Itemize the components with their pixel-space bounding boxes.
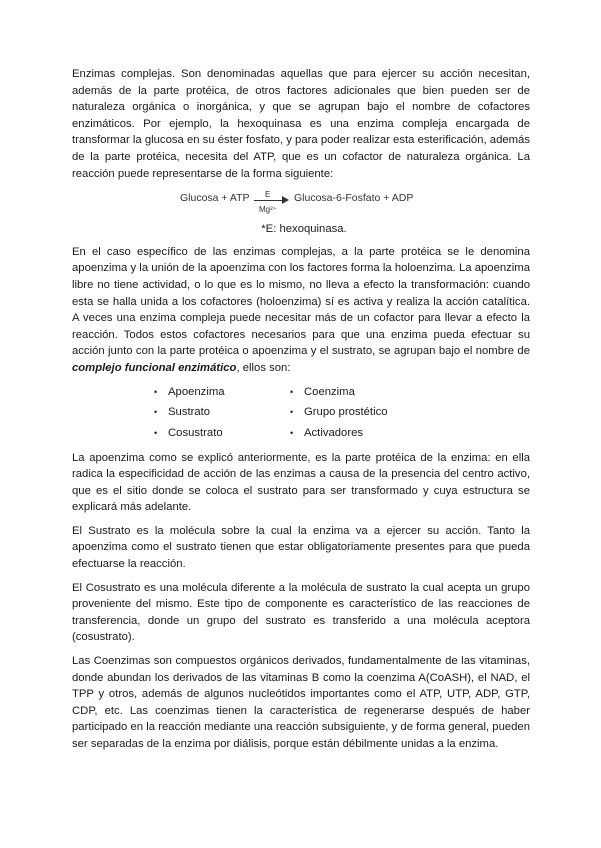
list-item-label: Coenzima xyxy=(304,385,355,398)
complejo-funcional-term: complejo funcional enzimático xyxy=(72,361,237,374)
list-item xyxy=(290,384,388,405)
equation-reactants: Glucosa + ATP xyxy=(180,192,250,205)
paragraph-apoenzima: La apoenzima como se explicó anteriormente, es la parte protéica de la enzima: en ella radica la especificidad de acción de las enzimas a causa de la presencia del centro activo, que es el sitio donde se coloca el sustrato para ser transformado y cuya estructura se explicará más adelante. xyxy=(72,451,530,514)
bullet-icon: • xyxy=(290,386,294,397)
paragraph-enzimas-complejas: Enzimas complejas. Son denominadas aquellas que para ejercer su acción necesitan, además de la parte protéica, de otros factores adicionales que bien pueden ser de naturaleza orgánica o inorgánica, y que se agrupan bajo el nombre de cofactores enzimáticos. Por ejemplo, la hexoquinasa es una enzima compleja encargada de transformar la glucosa en su éster fosfato, y para poder realizar esta esterificación, además de la parte protéica, necesita del ATP, que es un cofactor de naturaleza orgánica. La reacción puede representarse de la forma siguiente: xyxy=(72,68,530,180)
paragraph-apoenzima-holoenzima xyxy=(72,244,530,377)
paragraph-cosustrato: El Cosustrato es una molécula diferente a la molécula de sustrato la cual acepta un grupo proveniente del mismo. Este tipo de componente es característico de las reacciones de transferencia, donde un grupo del sustrato es transferido a una molécula aceptora (cosustrato). xyxy=(72,581,530,644)
arrow-enzyme-label: E xyxy=(265,190,271,200)
list-item xyxy=(154,384,225,405)
paragraph-sustrato: El Sustrato es la molécula sobre la cual la enzima va a ejercer su acción. Tanto la apoenzima como el sustrato tienen que estar obligatoriamente presentes para que pueda efectuarse la reacción. xyxy=(72,524,530,571)
bullet-icon: • xyxy=(290,427,294,438)
list-item xyxy=(290,425,388,446)
bullet-icon: • xyxy=(154,407,158,417)
paragraph-text: En el caso específico de las enzimas complejas, a la parte protéica se le denomina apoenzima y la unión de la apoenzima con los factores forma la holoenzima. La apoenzima libre no tiene actividad, o lo que es lo mismo, no lleva a efecto la transformación: cuando esta se halla unida a los cofactores (holoenzima) sí es activa y realiza la acción catalítica. A veces una enzima compleja puede necesitar más de un cofactor para llevar a efecto la reacción. Todos estos cofactores necesarios para que una enzima pueda efectuar su acción junto con la parte protéica o apoenzima y el sustrato, se agrupan bajo el nombre de xyxy=(72,245,530,358)
paragraph-coenzimas: Las Coenzimas son compuestos orgánicos derivados, fundamentalmente de las vitaminas, donde abundan los derivados de las vitaminas B como la coenzima A(CoASH), el NAD, el TPP y otros, además de algunos nucleótidos importantes como el ATP, UTP, ADP, GTP, CDP, etc. Las coenzimas tienen la característica de regenerarse después de haber participado en la reacción mediante una reacción subsiguiente, y de forma general, pueden ser separadas de la enzima por diálisis, porque están débilmente unidas a la enzima. xyxy=(72,655,530,750)
equation-products: Glucosa-6-Fosfato + ADP xyxy=(294,192,414,205)
equation-footnote: *E: hexoquinasa. xyxy=(261,223,347,236)
bullet-icon: • xyxy=(154,427,158,438)
list-item xyxy=(290,404,388,425)
components-list-left xyxy=(154,384,225,446)
paragraph-text-end: , ellos son: xyxy=(236,361,291,374)
arrow-line xyxy=(254,200,284,201)
list-item xyxy=(154,404,225,425)
bullet-icon: • xyxy=(290,407,294,417)
reaction-equation xyxy=(72,188,530,218)
list-item-label: Activadores xyxy=(304,426,364,439)
list-item-label: Grupo prostético xyxy=(304,406,388,418)
list-item-label: Apoenzima xyxy=(168,385,225,398)
components-list xyxy=(72,384,530,442)
list-item xyxy=(154,425,225,446)
reaction-arrow-icon xyxy=(254,188,288,214)
arrow-cofactor-label: Mg²⁺ xyxy=(259,205,277,215)
document-page xyxy=(72,66,530,760)
list-item-label: Cosustrato xyxy=(168,426,223,439)
components-list-right xyxy=(290,384,388,446)
bullet-icon: • xyxy=(154,386,158,397)
arrow-head xyxy=(282,196,289,204)
list-item-label: Sustrato xyxy=(168,406,211,418)
